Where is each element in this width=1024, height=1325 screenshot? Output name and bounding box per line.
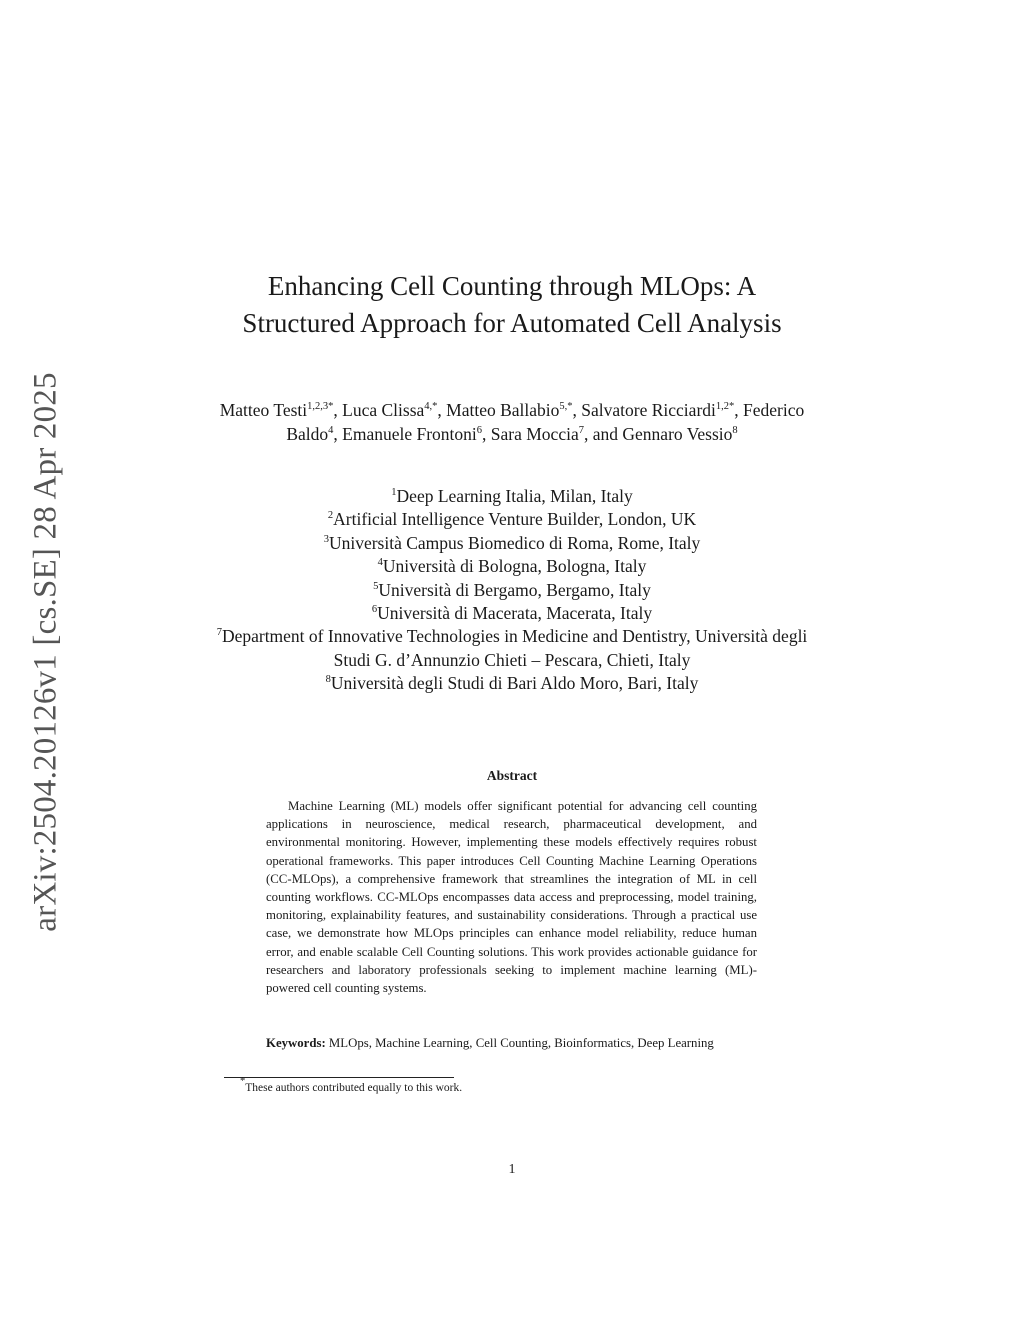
- affiliation: $^7$Department of Innovative Technologies in Medicine and Dentistry, Università degli Studi G. d’Annunzio Chieti – Pescara, Chieti, Italy: [216, 626, 808, 670]
- keywords: [266, 1034, 757, 1052]
- author: Gennaro Vessio$^8$: [622, 424, 738, 444]
- affiliation: $^2$Artificial Intelligence Venture Builder, London, UK: [327, 509, 697, 530]
- footnote: *These authors contributed equally to this work.: [240, 1076, 463, 1094]
- author: Matteo Testi$^{1,2,3*}$,: [219, 400, 343, 420]
- affiliation: $^8$Università degli Studi di Bari Aldo Moro, Bari, Italy: [325, 673, 699, 694]
- author: Emanuele Frontoni$^6$,: [342, 424, 491, 444]
- keywords-list: MLOps, Machine Learning, Cell Counting, Bioinformatics, Deep Learning: [328, 1036, 714, 1050]
- affiliation: $^3$Università Campus Biomedico di Roma, Rome, Italy: [323, 532, 701, 553]
- affiliation: $^4$Università di Bologna, Bologna, Italy: [377, 556, 647, 577]
- page-number: 1: [508, 1162, 516, 1177]
- affiliation-list: [200, 485, 824, 696]
- paper-title: Enhancing Cell Counting through MLOps: A Structured Approach for Automated Cell Analysis: [242, 271, 782, 338]
- author: Salvatore Ricciardi$^{1,2*}$,: [581, 400, 744, 420]
- author: Federico Baldo$^4$,: [286, 400, 805, 444]
- arxiv-identifier-stamp: arXiv:2504.20126v1 [cs.SE] 28 Apr 2025: [27, 372, 64, 932]
- keywords-label: Keywords:: [266, 1036, 326, 1050]
- author: Sara Moccia$^7$, and: [490, 424, 623, 444]
- affiliation: $^6$Università di Macerata, Macerata, Italy: [371, 603, 653, 624]
- author: Luca Clissa$^{4,*}$,: [342, 400, 447, 420]
- abstract-heading: Abstract: [486, 768, 538, 783]
- footnote-divider: [224, 1077, 454, 1078]
- abstract-body: Machine Learning (ML) models offer significant potential for advancing cell counting applications in neuroscience, medical research, pharmaceutical development, and environmental monitoring. However, implementing these models effectively requires robust operational frameworks. This paper introduces Cell Counting Machine Learning Operations (CC-MLOps), a comprehensive framework that streamlines the integration of ML in cell counting workflows. CC-MLOps encompasses data access and preprocessing, model training, monitoring, explainability features, and sustainability considerations. Through a practical use case, we demonstrate how MLOps principles can enhance model reliability, reduce human error, and enable scalable Cell Counting solutions. This work provides actionable guidance for researchers and laboratory professionals seeking to implement machine learning (ML)- powered cell counting systems.: [266, 799, 757, 996]
- author: Matteo Ballabio$^{5,*}$,: [446, 400, 582, 420]
- affiliation: $^1$Deep Learning Italia, Milan, Italy: [391, 486, 633, 506]
- affiliation: $^5$Università di Bergamo, Bergamo, Italy: [373, 579, 651, 600]
- author-list: [216, 398, 808, 446]
